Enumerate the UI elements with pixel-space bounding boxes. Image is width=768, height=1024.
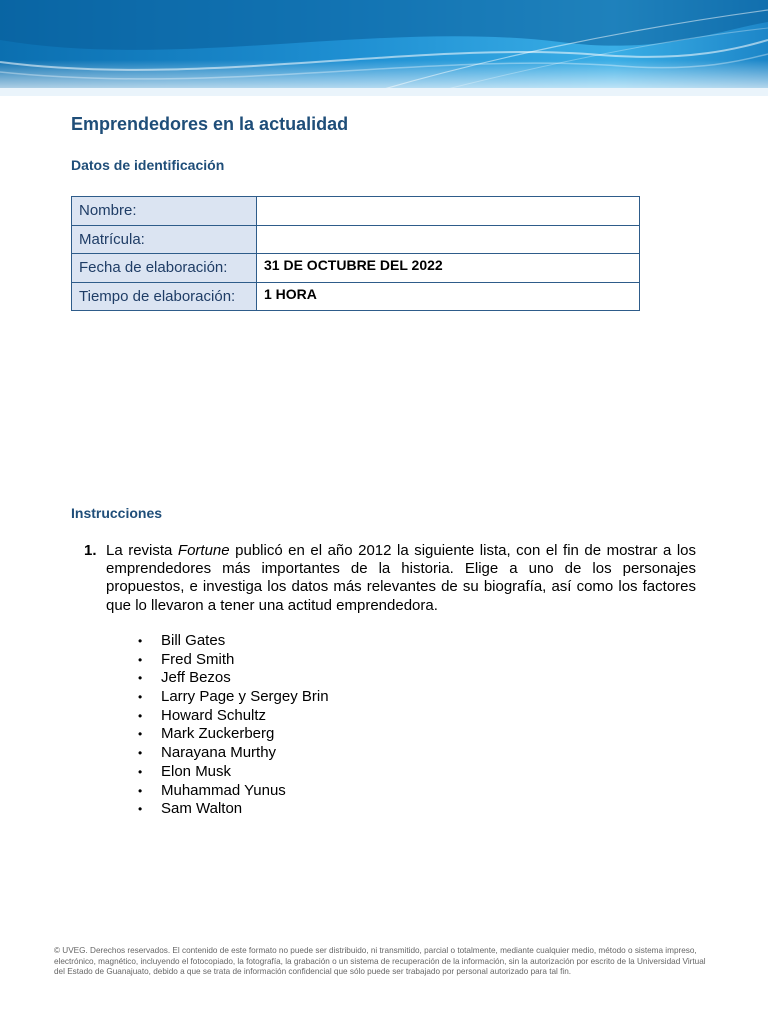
list-item bbox=[138, 707, 329, 726]
bullet-icon: • bbox=[138, 634, 143, 648]
entrepreneur-name: Sam Walton bbox=[161, 800, 243, 818]
list-item bbox=[138, 725, 329, 744]
entrepreneur-name: Larry Page y Sergey Brin bbox=[161, 688, 329, 706]
list-item bbox=[138, 744, 329, 763]
entrepreneur-name: Muhammad Yunus bbox=[161, 781, 286, 799]
enrollment-value[interactable] bbox=[257, 225, 640, 254]
duration-value[interactable]: 1 HORA bbox=[257, 282, 640, 311]
bullet-icon: • bbox=[138, 764, 143, 779]
bullet-icon: • bbox=[138, 652, 143, 667]
duration-label: Tiempo de elaboración: bbox=[72, 282, 257, 311]
date-value[interactable]: 31 DE OCTUBRE DEL 2022 bbox=[257, 254, 640, 283]
list-item bbox=[138, 688, 329, 707]
enrollment-label: Matrícula: bbox=[72, 225, 257, 254]
header-banner bbox=[0, 0, 768, 96]
name-label: Nombre: bbox=[72, 197, 257, 226]
list-item bbox=[138, 782, 329, 801]
list-item bbox=[138, 632, 329, 651]
instruction-text-before: La revista bbox=[106, 542, 178, 559]
bullet-icon: • bbox=[138, 671, 143, 686]
entrepreneur-name: Jeff Bezos bbox=[161, 669, 231, 687]
decorative-wave-graphic bbox=[0, 0, 768, 96]
bullet-icon: • bbox=[138, 802, 143, 817]
instructions-heading: Instrucciones bbox=[71, 505, 163, 521]
entrepreneur-name: Bill Gates bbox=[161, 632, 226, 649]
copyright-footer: © UVEG. Derechos reservados. El contenido de este formato no puede ser distribuido, ni transmitido, parcial o totalmente, mediante cualquier medio, método o sistema impreso, electrónico, magnético, incluyendo el fotocopiado, la fotografía, la grabación o un sistema de recuperación de la información, sin la autorización por escrito de la Universidad Virtual del Estado de Guanajuato, debido a que se trata de información confidencial que sólo puede ser trabajado por personal autorizado para tal fin. bbox=[54, 946, 706, 976]
table-row bbox=[72, 254, 640, 283]
bullet-icon: • bbox=[138, 746, 143, 761]
entrepreneur-name: Narayana Murthy bbox=[161, 744, 277, 762]
entrepreneur-name: Howard Schultz bbox=[161, 706, 267, 724]
name-value[interactable] bbox=[257, 197, 640, 226]
list-item bbox=[138, 651, 329, 670]
table-row bbox=[72, 197, 640, 226]
list-item bbox=[138, 763, 329, 782]
instruction-emphasis: Fortune bbox=[177, 542, 230, 559]
entrepreneur-list bbox=[138, 632, 329, 819]
bullet-icon: • bbox=[138, 783, 143, 798]
bullet-icon: • bbox=[138, 690, 143, 705]
table-row bbox=[72, 225, 640, 254]
table-row bbox=[72, 282, 640, 311]
entrepreneur-name: Fred Smith bbox=[161, 650, 235, 668]
list-item bbox=[138, 800, 329, 819]
entrepreneur-name: Mark Zuckerberg bbox=[161, 725, 275, 743]
identification-heading: Datos de identificación bbox=[71, 157, 225, 173]
entrepreneur-name: Elon Musk bbox=[161, 762, 232, 780]
instruction-text-after: publicó en el año 2012 la siguiente lista, con el fin de mostrar a los emprendedores más importantes de la historia. Elige a uno de los personajes propuestos, e investiga los datos más relevantes de su biografía, así como los factores que lo llevaron a tener una actitud emprendedora. bbox=[106, 542, 696, 614]
list-item bbox=[138, 669, 329, 688]
bullet-icon: • bbox=[138, 708, 143, 723]
identification-table bbox=[71, 196, 640, 311]
instruction-item bbox=[84, 542, 696, 615]
date-label: Fecha de elaboración: bbox=[72, 254, 257, 283]
document-title: Emprendedores en la actualidad bbox=[71, 114, 349, 134]
instruction-number: 1. bbox=[84, 542, 97, 559]
bullet-icon: • bbox=[138, 727, 143, 742]
